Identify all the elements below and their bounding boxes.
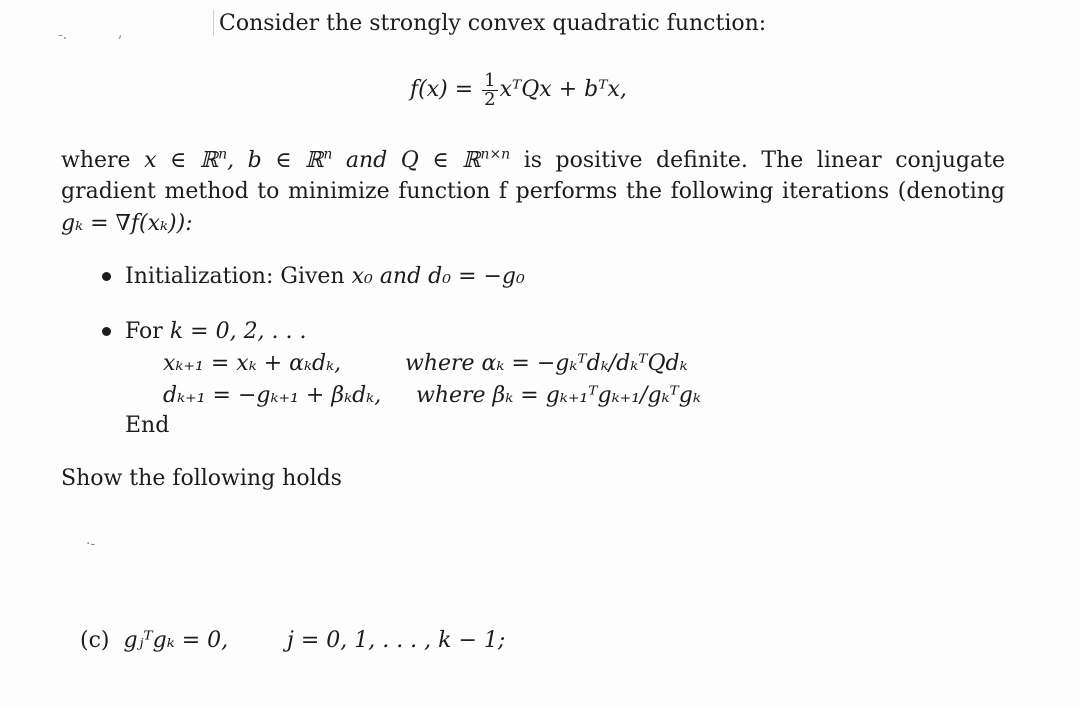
paragraph-sup: n (218, 146, 228, 163)
prompt-text: Show the following holds (61, 466, 342, 491)
beta-definition: where βₖ = gₖ₊₁ᵀgₖ₊₁/gₖᵀgₖ (416, 383, 701, 408)
equation-lhs: f(x) (410, 77, 448, 102)
item-label: Initialization: Given (125, 264, 352, 289)
end-keyword: End (125, 413, 170, 438)
item-for-loop (125, 317, 307, 347)
paragraph-math: and Q ∈ ℝ (332, 148, 481, 173)
paragraph-text: where (61, 148, 145, 173)
paragraph-math: x ∈ ℝ (144, 148, 219, 173)
paragraph-line-2: gradient method to minimize function f performs the following iterations (denoting (61, 179, 1005, 204)
fraction-denominator: 2 (484, 88, 496, 110)
part-c (80, 626, 228, 656)
scan-speck: , (118, 25, 123, 41)
paragraph-math: , b ∈ ℝ (227, 148, 324, 173)
item-label: For (125, 319, 170, 344)
intro-text: Consider the strongly convex quadratic function: (219, 11, 767, 36)
scan-speck: -. (58, 27, 68, 43)
fraction-numerator: 1 (484, 69, 496, 91)
item-math: k = 0, 2, . . . (169, 319, 307, 344)
bullet-icon (102, 272, 111, 281)
quadratic-equation (410, 68, 627, 112)
paragraph-line-1 (61, 146, 1005, 176)
paragraph-line-3: gₖ = ∇f(xₖ)): (61, 211, 193, 236)
equation-eq: = (454, 77, 474, 102)
bullet-icon (102, 327, 111, 336)
equation-body: xᵀQx + bᵀx, (499, 77, 627, 102)
equation-fraction (482, 69, 497, 110)
d-update-equation: dₖ₊₁ = −gₖ₊₁ + βₖdₖ, (163, 383, 382, 408)
item-initialization (125, 262, 525, 292)
paragraph-sup: n (323, 146, 333, 163)
part-c-statement: gⱼᵀgₖ = 0, (123, 628, 229, 653)
item-math: x₀ and d₀ = −g₀ (351, 264, 525, 289)
paragraph-sup: n×n (480, 146, 511, 163)
alpha-definition: where αₖ = −gₖᵀdₖ/dₖᵀQdₖ (405, 351, 688, 376)
part-c-label: (c) (80, 628, 110, 653)
paragraph-text: is positive definite. The linear conjugate (510, 148, 1005, 173)
scan-speck: ·- (86, 536, 96, 552)
part-c-range: j = 0, 1, . . . , k − 1; (287, 628, 506, 653)
scan-divider (213, 10, 214, 36)
x-update-equation: xₖ₊₁ = xₖ + αₖdₖ, (163, 351, 342, 376)
